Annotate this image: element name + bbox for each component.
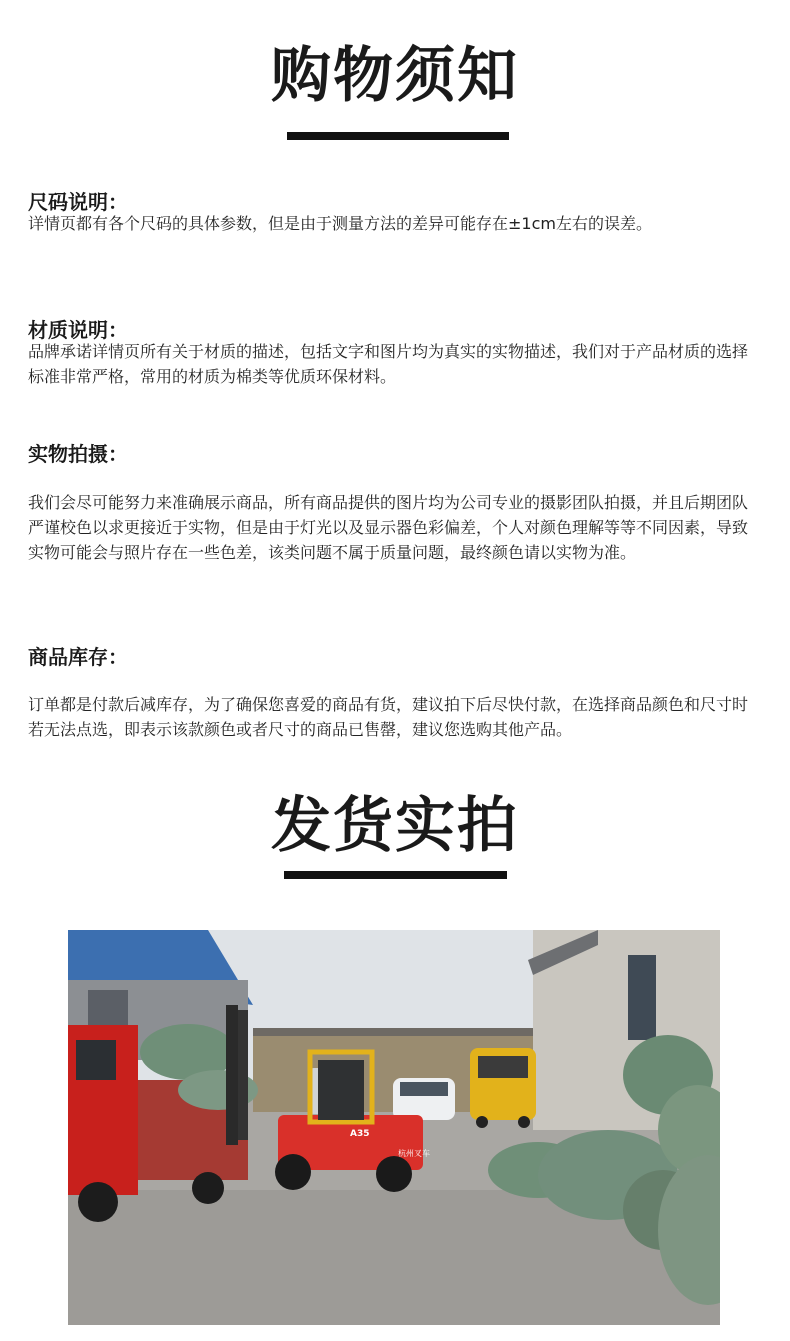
section-body-material: 品牌承诺详情页所有关于材质的描述，包括文字和图片均为真实的实物描述，我们对于产品材质的选择标准非常严格，常用的材质为棉类等优质环保材料。 [28,342,749,386]
forklift-side-label: 杭州叉车 [398,1149,430,1158]
notice-title: 购物须知 [271,41,519,111]
shipping-title-underline [284,871,507,879]
section-heading-photography: 实物拍摄： [28,442,128,466]
forklift-model-label: A35 [350,1129,370,1139]
shipping-title: 发货实拍 [271,791,519,861]
section-heading-size: 尺码说明： [28,190,128,214]
section-heading-material: 材质说明： [28,318,128,342]
section-body-size: 详情页都有各个尺码的具体参数，但是由于测量方法的差异可能存在±1cm左右的误差。 [28,214,652,233]
section-body-photography: 我们会尽可能努力来准确展示商品，所有商品提供的图片均为公司专业的摄影团队拍摄，并且后期团队严谨校色以求更接近于实物，但是由于灯光以及显示器色彩偏差，个人对颜色理解等等不同因素，导致实物可能会与照片存在一些色差，该类问题不属于质量问题，最终颜色请以实物为准。 [28,493,749,562]
section-body-stock: 订单都是付款后减库存，为了确保您喜爱的商品有货，建议拍下后尽快付款，在选择商品颜色和尺寸时若无法点选，即表示该款颜色或者尺寸的商品已售罄，建议您选购其他产品。 [28,695,749,739]
notice-title-underline [287,132,509,140]
section-heading-stock: 商品库存： [28,645,128,669]
shipping-photo [68,930,720,1325]
